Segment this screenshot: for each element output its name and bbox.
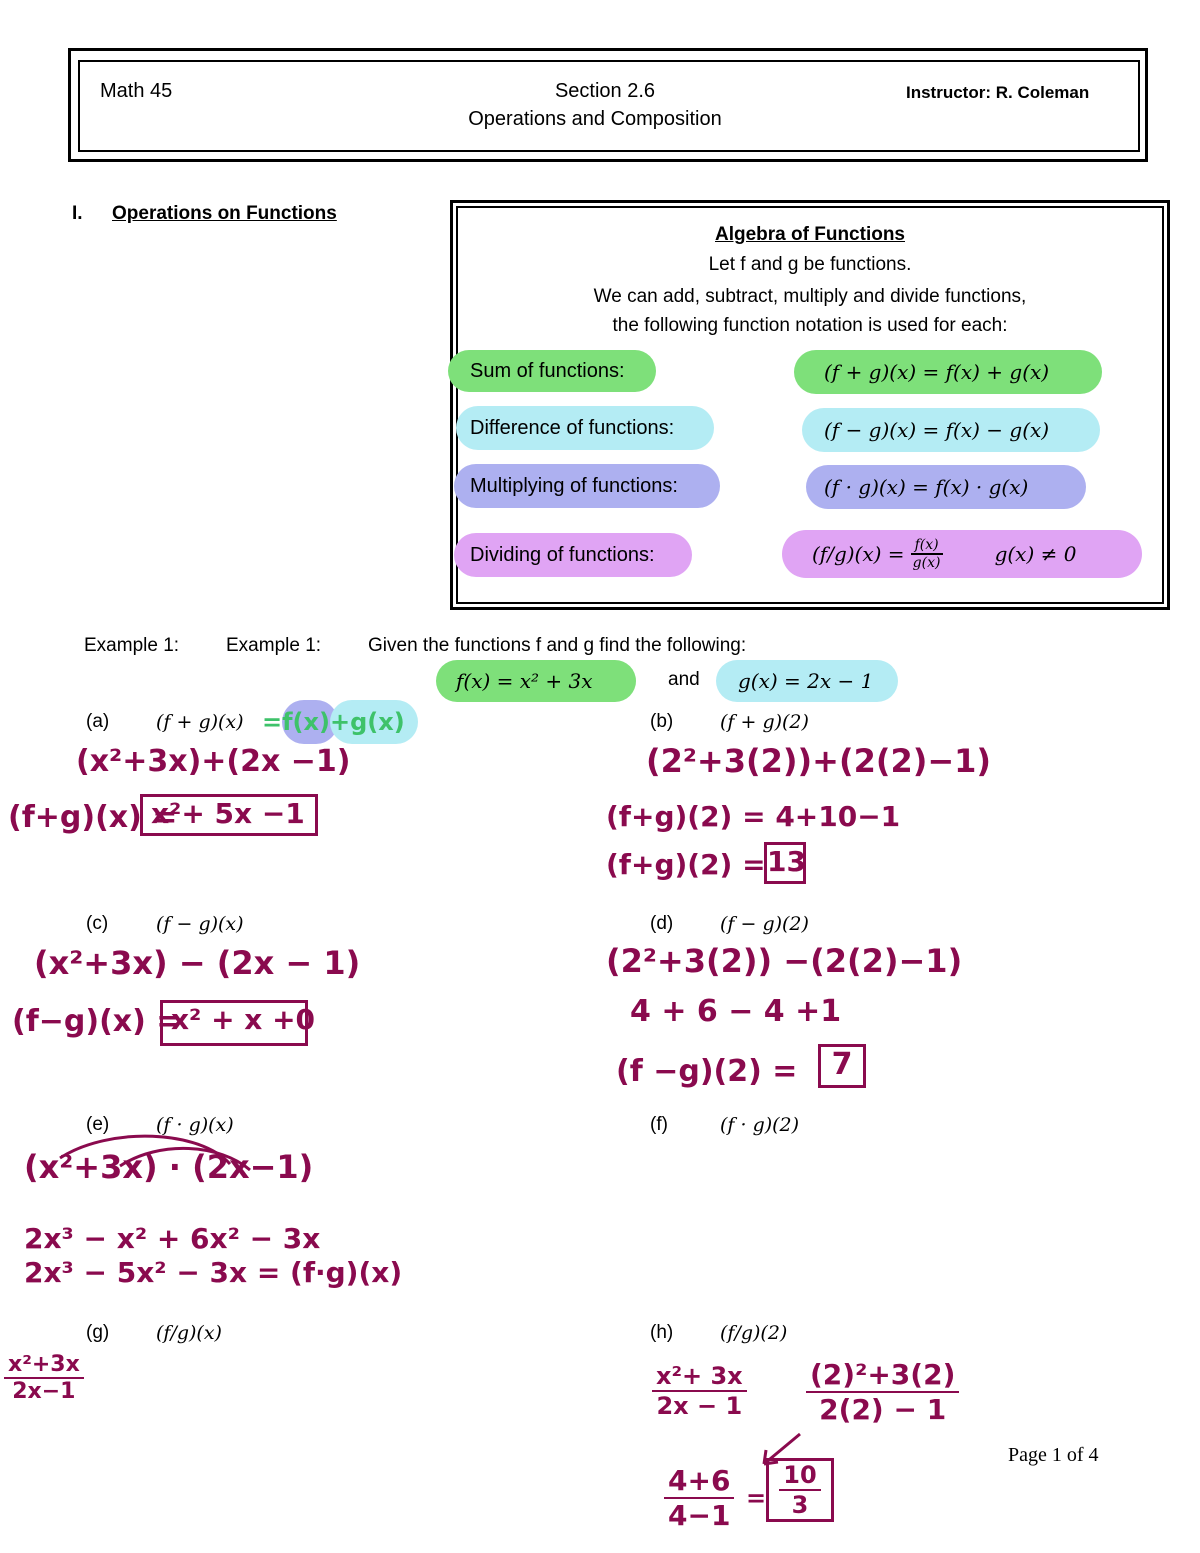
part-a-expression: (f + g)(x): [156, 711, 244, 733]
part-a-hint: =f(x)+g(x): [262, 708, 405, 736]
section-numeral: I.: [72, 203, 83, 224]
part-g-fraction: [4, 1352, 84, 1404]
part-d-tag: (d): [650, 913, 674, 934]
part-c-work-1: (x²+3x) − (2x − 1): [34, 944, 361, 982]
part-a-work-2-lhs: (f+g)(x) =: [8, 800, 178, 835]
part-f-expression: (f · g)(2): [720, 1114, 800, 1136]
part-f-tag: (f): [650, 1114, 668, 1135]
part-h-expression: (f/g)(2): [720, 1322, 788, 1344]
part-h-answer-box: [766, 1458, 834, 1522]
example-label-2: Example 1:: [226, 635, 322, 656]
algebra-box-line2: We can add, subtract, multiply and divide functions,: [593, 286, 1027, 307]
part-a-tag: (a): [86, 711, 110, 732]
section-title: Operations on Functions: [112, 203, 337, 224]
instructor: Instructor: R. Coleman: [906, 83, 1090, 102]
part-d-expression: (f − g)(2): [720, 913, 809, 935]
part-e-expression: (f · g)(x): [156, 1114, 234, 1136]
algebra-box-line1: Let f and g be functions.: [708, 254, 912, 275]
part-a-work-1: (x²+3x)+(2x −1): [76, 744, 351, 779]
multiplying-formula: (f · g)(x) = f(x) · g(x): [806, 465, 1086, 509]
dividing-condition: g(x) ≠ 0: [994, 542, 1077, 566]
algebra-box-title: Algebra of Functions: [715, 224, 905, 245]
dividing-numerator: f(x): [911, 537, 943, 555]
part-h-numerator-2: (2)²+3(2): [806, 1358, 959, 1393]
g-definition: g(x) = 2x − 1: [716, 660, 898, 702]
multiplying-label: Multiplying of functions:: [454, 464, 720, 508]
part-c-expression: (f − g)(x): [156, 913, 244, 935]
part-h-numerator-1: x²+ 3x: [652, 1362, 747, 1392]
section-topic: Operations and Composition: [468, 108, 722, 130]
part-h-answer-denominator: 3: [791, 1491, 809, 1519]
sum-label: Sum of functions:: [448, 350, 656, 392]
part-h-denominator-1: 2x − 1: [656, 1392, 743, 1420]
part-g-denominator: 2x−1: [12, 1379, 76, 1404]
header-inner-border: [78, 60, 1140, 152]
f-definition: f(x) = x² + 3x: [436, 660, 636, 702]
dividing-label: Dividing of functions:: [454, 533, 692, 577]
part-d-work-3-lhs: (f −g)(2) =: [616, 1054, 798, 1089]
example-prompt: Given the functions f and g find the following:: [368, 635, 747, 656]
difference-label: Difference of functions:: [456, 406, 714, 450]
part-g-expression: (f/g)(x): [156, 1322, 222, 1344]
part-h-denominator-3: 4−1: [668, 1499, 731, 1532]
part-b-work-1: (2²+3(2))+(2(2)−1): [646, 742, 992, 780]
part-c-work-2-lhs: (f−g)(x) =: [12, 1004, 182, 1039]
algebra-box-line3: the following function notation is used for each:: [612, 315, 1008, 336]
dividing-fraction: [911, 537, 943, 571]
part-b-work-3-lhs: (f+g)(2) =: [606, 848, 766, 881]
part-h-fraction-2: [806, 1358, 959, 1426]
part-b-expression: (f + g)(2): [720, 711, 809, 733]
part-c-tag: (c): [86, 913, 109, 934]
part-h-denominator-2: 2(2) − 1: [819, 1393, 947, 1426]
part-b-work-2: (f+g)(2) = 4+10−1: [606, 800, 901, 833]
page-number: Page 1 of 4: [1008, 1444, 1099, 1466]
part-b-tag: (b): [650, 711, 674, 732]
and-word: and: [668, 669, 700, 690]
part-d-work-2: 4 + 6 − 4 +1: [630, 994, 842, 1029]
part-e-work-1: (x²+3x) · (2x−1): [24, 1148, 314, 1186]
part-h-numerator-3: 4+6: [664, 1464, 734, 1499]
part-d-work-1: (2²+3(2)) −(2(2)−1): [606, 942, 963, 980]
part-h-answer-fraction: [769, 1461, 831, 1519]
part-e-work-3: 2x³ − 5x² − 3x = (f·g)(x): [24, 1256, 403, 1289]
part-h-tag: (h): [650, 1322, 674, 1343]
part-b-answer: 13: [764, 842, 806, 884]
course-name: Math 45: [100, 80, 173, 102]
part-e-work-2: 2x³ − x² + 6x² − 3x: [24, 1222, 321, 1255]
part-a-answer: x²+ 5x −1: [140, 794, 318, 836]
part-h-equals: =: [746, 1484, 767, 1512]
part-h-answer-numerator: 10: [779, 1461, 820, 1491]
part-h-fraction-3: [664, 1464, 734, 1532]
dividing-formula: [782, 530, 1142, 578]
part-c-answer: x² + x +0: [160, 1000, 308, 1046]
part-g-numerator: x²+3x: [4, 1352, 84, 1379]
sum-formula: (f + g)(x) = f(x) + g(x): [794, 350, 1102, 394]
section-number: Section 2.6: [554, 80, 656, 102]
example-label-1: Example 1:: [84, 635, 180, 656]
difference-formula: (f − g)(x) = f(x) − g(x): [802, 408, 1100, 452]
part-d-answer: 7: [818, 1044, 866, 1088]
dividing-denominator: g(x): [912, 555, 941, 571]
part-h-fraction-1: [652, 1362, 747, 1420]
part-e-tag: (e): [86, 1114, 110, 1135]
dividing-formula-lhs: (f/g)(x) =: [812, 542, 905, 566]
part-g-tag: (g): [86, 1322, 110, 1343]
